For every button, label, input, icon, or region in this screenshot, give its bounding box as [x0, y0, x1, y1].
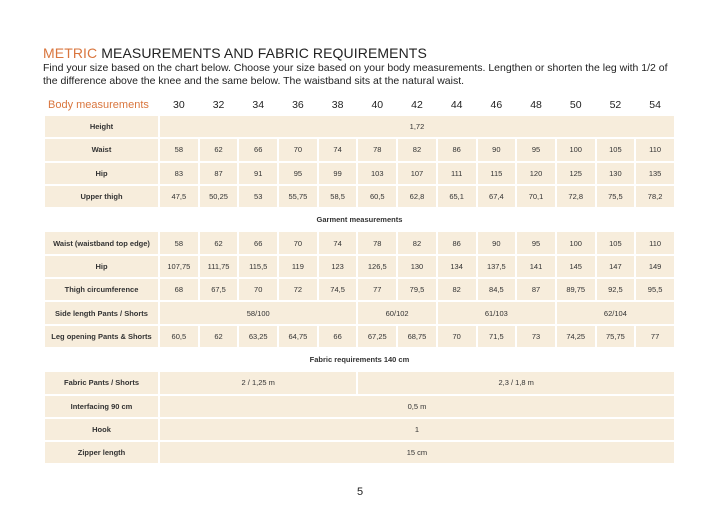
table-cell: 89,75 [557, 279, 595, 300]
table-cell: 47,5 [160, 186, 198, 207]
table-cell: 71,5 [478, 326, 516, 347]
table-cell: 77 [636, 326, 674, 347]
table-cell: 65,1 [438, 186, 476, 207]
table-cell: 61/103 [438, 302, 555, 323]
table-cell: 107,75 [160, 256, 198, 277]
table-cell: 72,8 [557, 186, 595, 207]
size-header: 52 [609, 99, 622, 111]
row-label: Side length Pants / Shorts [45, 302, 158, 323]
title-rest: MEASUREMENTS AND FABRIC REQUIREMENTS [97, 45, 427, 61]
table-cell: 78 [358, 232, 396, 253]
table-cell: 62/104 [557, 302, 674, 323]
table-cell: 74,5 [319, 279, 357, 300]
table-cell: 115 [478, 163, 516, 184]
row-label: Fabric Pants / Shorts [45, 372, 158, 393]
table-cell: 60,5 [358, 186, 396, 207]
table-cell: 68,75 [398, 326, 436, 347]
table-cell: 74,25 [557, 326, 595, 347]
table-cell: 135 [636, 163, 674, 184]
table-row [45, 279, 674, 300]
table-cell: 147 [597, 256, 635, 277]
size-header: 38 [331, 99, 344, 111]
size-header: 32 [212, 99, 225, 111]
table-cell: 119 [279, 256, 317, 277]
table-cell: 145 [557, 256, 595, 277]
table-cell: 90 [478, 139, 516, 160]
table-cell: 15 cm [160, 442, 674, 463]
row-label: Thigh circumference [45, 279, 158, 300]
table-row [45, 302, 674, 323]
table-cell: 62 [200, 232, 238, 253]
size-header: 40 [371, 99, 384, 111]
size-header: 36 [292, 99, 304, 111]
table-cell: 110 [636, 232, 674, 253]
table-cell: 111,75 [200, 256, 238, 277]
table-cell: 79,5 [398, 279, 436, 300]
table-cell: 115,5 [239, 256, 277, 277]
table-cell: 149 [636, 256, 674, 277]
table-cell: 100 [557, 139, 595, 160]
table-cell: 60/102 [358, 302, 435, 323]
table-cell: 105 [597, 232, 635, 253]
table-cell: 64,75 [279, 326, 317, 347]
header-row [45, 96, 674, 114]
table-cell: 82 [398, 139, 436, 160]
table-cell: 70 [239, 279, 277, 300]
table-cell: 134 [438, 256, 476, 277]
table-cell: 91 [239, 163, 277, 184]
table-cell: 110 [636, 139, 674, 160]
table-cell: 62 [200, 139, 238, 160]
table-cell: 70 [279, 139, 317, 160]
row-label: Waist [45, 139, 158, 160]
table-cell: 82 [398, 232, 436, 253]
table-cell: 67,25 [358, 326, 396, 347]
table-cell: 66 [239, 232, 277, 253]
table-cell: 63,25 [239, 326, 277, 347]
table-cell: 95 [279, 163, 317, 184]
row-label: Upper thigh [45, 186, 158, 207]
table-cell: 90 [478, 232, 516, 253]
row-label: Hip [45, 163, 158, 184]
table-cell: 0,5 m [160, 396, 674, 417]
table-cell: 67,5 [200, 279, 238, 300]
row-label: Leg opening Pants & Shorts [45, 326, 158, 347]
table-cell: 105 [597, 139, 635, 160]
table-row [45, 186, 674, 207]
table-row [45, 116, 674, 137]
table-row [45, 163, 674, 184]
size-header: 42 [411, 99, 423, 111]
row-label: Interfacing 90 cm [45, 396, 158, 417]
section-row [45, 349, 674, 370]
table-cell: 107 [398, 163, 436, 184]
title-accent: METRIC [43, 45, 98, 61]
section-label: Fabric requirements 140 cm [309, 355, 410, 365]
table-cell: 58/100 [160, 302, 356, 323]
table-cell: 74 [319, 232, 357, 253]
table-cell: 86 [438, 139, 476, 160]
table-cell: 78,2 [636, 186, 674, 207]
table-cell: 68 [160, 279, 198, 300]
table-cell: 87 [517, 279, 555, 300]
size-chart-table [43, 94, 676, 465]
table-cell: 58,5 [319, 186, 357, 207]
table-cell: 95,5 [636, 279, 674, 300]
table-cell: 77 [358, 279, 396, 300]
table-cell: 82 [438, 279, 476, 300]
section-row [45, 209, 674, 230]
table-cell: 120 [517, 163, 555, 184]
table-cell: 1 [160, 419, 674, 440]
table-cell: 66 [319, 326, 357, 347]
table-cell: 78 [358, 139, 396, 160]
row-label: Waist (waistband top edge) [45, 232, 158, 253]
table-row [45, 139, 674, 160]
table-cell: 58 [160, 232, 198, 253]
page-title [43, 45, 427, 61]
table-row [45, 419, 674, 440]
intro-text: Find your size based on the chart below. Choose your size based on your body measurements. Lengthen or shorten the leg with 1/2 of the difference above the knee and the same below. The waistband sits at the natural waist. [43, 62, 668, 87]
table-cell: 123 [319, 256, 357, 277]
size-header: 48 [530, 99, 542, 111]
table-cell: 2,3 / 1,8 m [358, 372, 674, 393]
row-label: Hook [45, 419, 158, 440]
table-cell: 126,5 [358, 256, 396, 277]
table-cell: 62 [200, 326, 238, 347]
table-cell: 75,5 [597, 186, 635, 207]
table-cell: 130 [597, 163, 635, 184]
table-cell: 130 [398, 256, 436, 277]
table-cell: 2 / 1,25 m [160, 372, 356, 393]
table-cell: 74 [319, 139, 357, 160]
table-cell: 55,75 [279, 186, 317, 207]
table-row [45, 256, 674, 277]
row-label: Hip [45, 256, 158, 277]
row-label: Zipper length [45, 442, 158, 463]
size-header: 30 [173, 99, 185, 111]
size-header: 54 [649, 99, 661, 111]
page-number: 5 [356, 486, 364, 498]
table-cell: 125 [557, 163, 595, 184]
table-cell: 66 [239, 139, 277, 160]
size-header: 34 [252, 99, 265, 111]
table-cell: 100 [557, 232, 595, 253]
table-cell: 60,5 [160, 326, 198, 347]
size-header: 44 [450, 99, 463, 111]
size-header: 50 [569, 99, 582, 111]
table-cell: 103 [358, 163, 396, 184]
table-cell: 99 [319, 163, 357, 184]
table-cell: 67,4 [478, 186, 516, 207]
table-cell: 1,72 [160, 116, 674, 137]
table-cell: 70 [279, 232, 317, 253]
table-cell: 86 [438, 232, 476, 253]
table-row [45, 442, 674, 463]
header-label: Body measurements [48, 99, 149, 111]
table-cell: 111 [438, 163, 476, 184]
table-cell: 75,75 [597, 326, 635, 347]
table-cell: 73 [517, 326, 555, 347]
table-cell: 95 [517, 139, 555, 160]
section-label: Garment measurements [316, 215, 403, 225]
table-cell: 58 [160, 139, 198, 160]
table-cell: 70 [438, 326, 476, 347]
table-cell: 62,8 [398, 186, 436, 207]
table-cell: 70,1 [517, 186, 555, 207]
table-row [45, 326, 674, 347]
table-cell: 141 [517, 256, 555, 277]
table-cell: 92,5 [597, 279, 635, 300]
table-row [45, 396, 674, 417]
table-row [45, 372, 674, 393]
row-label: Height [45, 116, 158, 137]
table-cell: 95 [517, 232, 555, 253]
table-cell: 72 [279, 279, 317, 300]
table-row [45, 232, 674, 253]
table-cell: 53 [239, 186, 277, 207]
table-cell: 50,25 [200, 186, 238, 207]
table-cell: 84,5 [478, 279, 516, 300]
table-cell: 137,5 [478, 256, 516, 277]
size-header: 46 [490, 99, 503, 111]
table-cell: 87 [200, 163, 238, 184]
table-cell: 83 [160, 163, 198, 184]
